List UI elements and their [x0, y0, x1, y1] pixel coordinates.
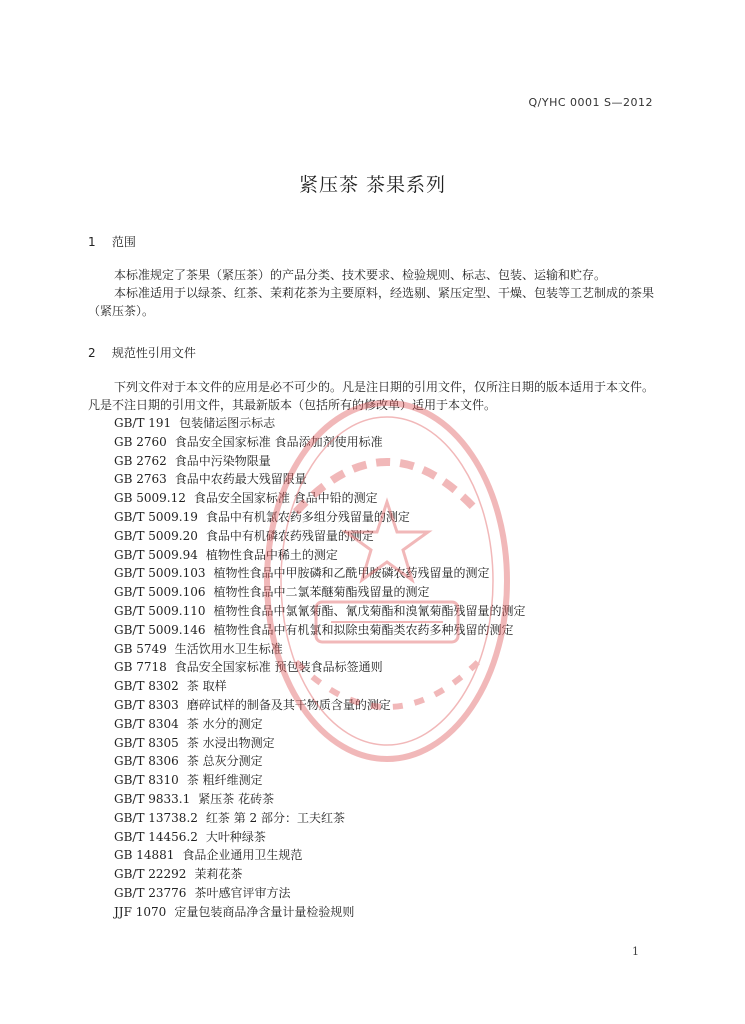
reference-title: 茶 取样	[186, 679, 227, 694]
reference-title: 茶 粗纤维测定	[186, 773, 263, 788]
reference-title: 食品安全国家标准 食品中铅的测定	[193, 491, 378, 506]
reference-title: 食品安全国家标准 预包装食品标签通则	[174, 660, 383, 675]
reference-code: GB/T 8310	[114, 773, 179, 788]
reference-title: 生活饮用水卫生标准	[174, 641, 283, 656]
reference-item	[114, 865, 634, 884]
reference-item	[114, 828, 634, 847]
reference-item	[114, 677, 634, 696]
reference-item	[114, 658, 634, 677]
reference-title: 食品中污染物限量	[174, 453, 271, 468]
reference-title: 食品企业通用卫生规范	[182, 848, 303, 863]
reference-code: GB/T 8304	[114, 716, 179, 731]
reference-code: GB/T 5009.19	[114, 509, 198, 524]
section-1-title: 范围	[111, 235, 136, 249]
reference-item	[114, 790, 634, 809]
section-2-title: 规范性引用文件	[111, 346, 196, 360]
reference-title: 植物性食品中氯氰菊酯、氰戊菊酯和溴氰菊酯残留量的测定	[213, 603, 526, 618]
reference-item	[114, 546, 634, 565]
reference-item	[114, 640, 634, 659]
section-1-heading	[88, 233, 136, 250]
reference-title: 植物性食品中甲胺磷和乙酰甲胺磷农药残留量的测定	[213, 566, 490, 581]
reference-item	[114, 564, 634, 583]
reference-title: 食品中有机氯农药多组分残留量的测定	[205, 509, 410, 524]
reference-title: 食品安全国家标准 食品添加剂使用标准	[174, 434, 383, 449]
reference-code: GB 2760	[114, 434, 167, 449]
reference-item	[114, 470, 634, 489]
reference-title: 茉莉花茶	[194, 867, 243, 882]
reference-code: GB/T 8303	[114, 697, 179, 712]
reference-code: GB/T 5009.146	[114, 622, 206, 637]
reference-code: GB 14881	[114, 848, 175, 863]
reference-title: 包装储运图示标志	[179, 416, 276, 430]
reference-code: GB/T 5009.94	[114, 547, 198, 562]
scope-paragraph-1: 本标准规定了茶果（紧压茶）的产品分类、技术要求、检验规则、标志、包装、运输和贮存。	[114, 268, 607, 282]
standard-code: Q/YHC 0001 S—2012	[528, 96, 653, 109]
reference-title: 红茶 第 2 部分：工夫红茶	[205, 810, 345, 825]
section-2-number: 2	[88, 346, 96, 360]
reference-code: GB/T 5009.110	[114, 603, 206, 618]
reference-item	[114, 696, 634, 715]
reference-title: 大叶种绿茶	[205, 829, 266, 844]
reference-title: 茶 水分的测定	[186, 716, 263, 731]
reference-code: GB/T 5009.103	[114, 566, 206, 581]
reference-item	[114, 734, 634, 753]
reference-list	[114, 414, 634, 922]
reference-title: 茶 水浸出物测定	[186, 735, 275, 750]
reference-title: 食品中农药最大残留限量	[174, 472, 307, 487]
reference-code: GB 5749	[114, 641, 167, 656]
reference-item	[114, 602, 634, 621]
reference-item	[114, 433, 634, 452]
reference-code: JJF 1070	[114, 904, 167, 919]
reference-code: GB/T 5009.106	[114, 585, 206, 600]
reference-title: 植物性食品中有机氯和拟除虫菊酯类农药多种残留的测定	[213, 622, 514, 637]
reference-item	[114, 771, 634, 790]
reference-title: 茶叶感官评审方法	[194, 885, 291, 900]
reference-title: 植物性食品中稀土的测定	[205, 547, 338, 562]
reference-code: GB 2762	[114, 453, 167, 468]
reference-title: 定量包装商品净含量计量检验规则	[174, 904, 355, 919]
reference-code: GB/T 14456.2	[114, 829, 198, 844]
reference-code: GB/T 8305	[114, 735, 179, 750]
reference-item	[114, 583, 634, 602]
reference-item	[114, 489, 634, 508]
reference-item	[114, 527, 634, 546]
reference-item	[114, 809, 634, 828]
reference-title: 食品中有机磷农药残留量的测定	[205, 528, 374, 543]
reference-item	[114, 846, 634, 865]
reference-code: GB/T 191	[114, 416, 172, 430]
reference-code: GB 5009.12	[114, 491, 186, 506]
reference-item	[114, 621, 634, 640]
document-title: 紧压茶 茶果系列	[298, 174, 447, 196]
scope-paragraph-2: 本标准适用于以绿茶、红茶、茉莉花茶为主要原料，经选剔、紧压定型、干燥、包装等工艺制成的茶果（紧压茶）。	[88, 286, 655, 318]
reference-item	[114, 508, 634, 527]
reference-item	[114, 715, 634, 734]
reference-code: GB 7718	[114, 660, 167, 675]
reference-code: GB/T 22292	[114, 867, 187, 882]
reference-item	[114, 414, 634, 433]
reference-code: GB/T 13738.2	[114, 810, 198, 825]
reference-item	[114, 452, 634, 471]
reference-title: 磨碎试样的制备及其干物质含量的测定	[186, 697, 391, 712]
reference-title: 茶 总灰分测定	[186, 754, 263, 769]
reference-title: 植物性食品中二氯苯醚菊酯残留量的测定	[213, 585, 430, 600]
reference-item	[114, 903, 634, 922]
page-number: 1	[632, 945, 639, 958]
section-1-number: 1	[88, 235, 96, 249]
reference-code: GB/T 9833.1	[114, 791, 191, 806]
reference-title: 紧压茶 花砖茶	[198, 791, 275, 806]
references-intro: 下列文件对于本文件的应用是必不可少的。凡是注日期的引用文件，仅所注日期的版本适用于本文件。凡是不注日期的引用文件，其最新版本（包括所有的修改单）适用于本文件。	[88, 380, 655, 412]
reference-code: GB/T 23776	[114, 885, 187, 900]
reference-code: GB/T 5009.20	[114, 528, 198, 543]
section-2-heading	[88, 344, 196, 361]
reference-code: GB/T 8306	[114, 754, 179, 769]
reference-code: GB/T 8302	[114, 679, 179, 694]
reference-item	[114, 752, 634, 771]
reference-code: GB 2763	[114, 472, 167, 487]
reference-item	[114, 884, 634, 903]
